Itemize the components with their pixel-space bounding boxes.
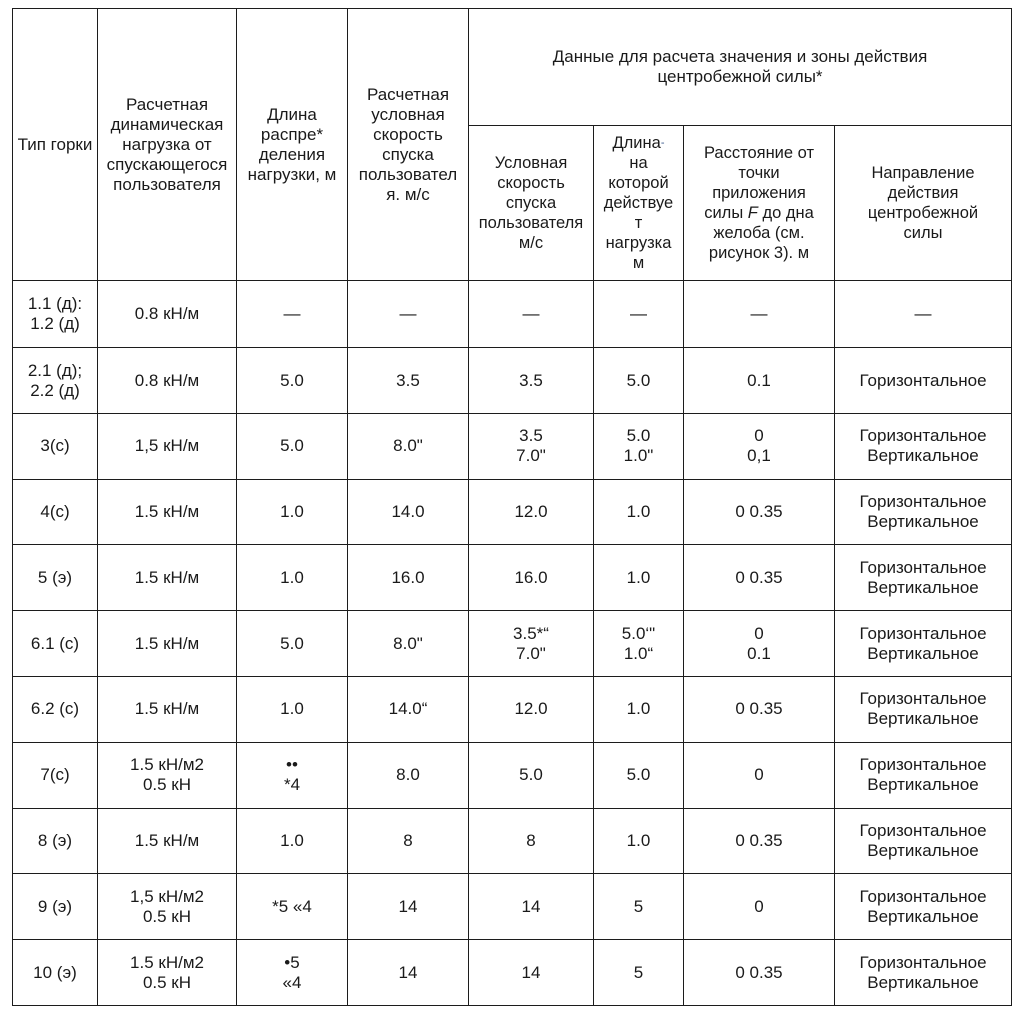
cell-centrifugal-speed-line: 14 xyxy=(521,962,541,982)
cell-force-direction-line: Вертикальное xyxy=(867,577,979,597)
cell-force-distance xyxy=(684,808,835,874)
header-sub-direction-line: Направление xyxy=(871,164,975,182)
cell-force-direction-line: Горизонтальное xyxy=(859,623,987,643)
cell-design-speed xyxy=(348,742,469,808)
header-sub-length-line: на xyxy=(629,154,648,172)
cell-slide-type-line: 1.2 (д) xyxy=(30,314,80,334)
header-group-line: Данные для расчета значения и зоны действия xyxy=(552,47,928,66)
table-row xyxy=(13,940,1012,1006)
cell-centrifugal-speed xyxy=(469,611,594,677)
cell-slide-type xyxy=(13,677,98,743)
table-row xyxy=(13,348,1012,414)
cell-centrifugal-length-line: 1.0 xyxy=(626,502,651,522)
cell-force-distance-line: 0,1 xyxy=(747,446,771,466)
cell-force-distance-line: 0 0.35 xyxy=(735,830,783,850)
header-sub-length-line xyxy=(596,133,681,153)
header-length-line: распре* xyxy=(260,124,324,144)
cell-design-speed-line: 8.0" xyxy=(393,633,423,653)
cell-dynamic-load xyxy=(98,413,237,479)
cell-load-length xyxy=(237,281,348,348)
cell-slide-type-line: 6.2 (с) xyxy=(30,699,80,719)
cell-design-speed-line: 14 xyxy=(398,896,418,916)
cell-design-speed-line: 16.0 xyxy=(391,567,425,587)
header-sub-length-line: действуе xyxy=(603,194,674,212)
cell-slide-type-line: 9 (э) xyxy=(37,896,73,916)
cell-force-distance-line: 0 0.35 xyxy=(735,502,783,522)
header-sub-direction xyxy=(835,126,1012,281)
cell-dynamic-load-line: 0.8 кН/м xyxy=(134,370,200,390)
cell-dynamic-load-line: 1,5 кН/м xyxy=(134,436,200,456)
cell-centrifugal-length-line: 1.0" xyxy=(623,446,654,466)
cell-dynamic-load xyxy=(98,742,237,808)
cell-dynamic-load-line: 1.5 кН/м xyxy=(134,633,200,653)
header-speed-line: скорость xyxy=(373,124,443,144)
header-sub-speed-line: м/с xyxy=(518,234,544,252)
table-row xyxy=(13,281,1012,348)
cell-force-distance xyxy=(684,940,835,1006)
header-sub-distance-line: Расстояние от xyxy=(703,144,815,162)
cell-slide-type-line: 1.1 (д): xyxy=(27,294,83,314)
cell-centrifugal-length xyxy=(594,742,684,808)
cell-load-length-line: 1.0 xyxy=(280,502,304,522)
cell-load-length-line: «4 xyxy=(282,972,302,992)
cell-centrifugal-length-line: 5.0 xyxy=(626,426,651,446)
header-sub-speed-line: пользователя xyxy=(478,214,584,232)
cell-centrifugal-speed-line: 14 xyxy=(521,896,541,916)
cell-centrifugal-speed-line: 5.0 xyxy=(519,765,543,785)
cell-force-direction-line: Горизонтальное xyxy=(859,755,987,775)
cell-dynamic-load xyxy=(98,611,237,677)
header-speed-line: я. м/с xyxy=(386,184,430,204)
header-length-line: нагрузки, м xyxy=(247,164,337,184)
cell-force-distance-line: 0 xyxy=(754,765,764,785)
cell-design-speed xyxy=(348,348,469,414)
cell-design-speed-line: 14 xyxy=(398,962,418,982)
header-load-length xyxy=(237,9,348,281)
header-row-main xyxy=(13,9,1012,126)
cell-centrifugal-speed xyxy=(469,940,594,1006)
cell-centrifugal-speed-line: 16.0 xyxy=(514,567,548,587)
cell-centrifugal-speed-line: 7.0" xyxy=(516,643,546,663)
header-sub-distance-word: до дна xyxy=(762,204,814,222)
cell-force-direction-line: Горизонтальное xyxy=(859,370,987,390)
cell-force-direction-line: Вертикальное xyxy=(867,775,979,795)
cell-slide-type-line: 2.2 (д) xyxy=(30,380,80,400)
cell-force-distance-line: 0 xyxy=(754,426,764,446)
cell-design-speed-line: 14.0“ xyxy=(388,699,428,719)
cell-load-length xyxy=(237,940,348,1006)
cell-force-distance xyxy=(684,742,835,808)
cell-load-length-line: •• xyxy=(286,755,298,775)
cell-centrifugal-length xyxy=(594,677,684,743)
cell-dynamic-load-line: 1.5 кН/м xyxy=(134,502,200,522)
cell-slide-type xyxy=(13,545,98,611)
table-row xyxy=(13,413,1012,479)
header-sub-distance-line xyxy=(686,203,832,223)
cell-force-direction-line: Вертикальное xyxy=(867,709,979,729)
cell-force-direction-line: Вертикальное xyxy=(867,643,979,663)
cell-load-length-line: 1.0 xyxy=(280,699,304,719)
cell-design-speed xyxy=(348,413,469,479)
cell-slide-type-line: 10 (э) xyxy=(33,962,77,982)
cell-force-direction-line: Вертикальное xyxy=(867,906,979,926)
cell-force-distance xyxy=(684,874,835,940)
cell-dynamic-load-line: 1.5 кН/м xyxy=(134,567,200,587)
cell-load-length-line: 1.0 xyxy=(280,830,304,850)
cell-force-direction xyxy=(835,940,1012,1006)
cell-centrifugal-speed xyxy=(469,479,594,545)
cell-force-distance-line: 0 xyxy=(754,623,764,643)
cell-design-speed xyxy=(348,874,469,940)
header-load-line: пользователя xyxy=(113,174,221,194)
cell-centrifugal-length xyxy=(594,545,684,611)
cell-dynamic-load-line: 1.5 кН/м xyxy=(134,699,200,719)
header-sub-speed xyxy=(469,126,594,281)
table-body xyxy=(13,281,1012,1006)
cell-slide-type-line: 3(с) xyxy=(40,436,70,456)
header-sub-distance-line: желоба (см. xyxy=(713,224,805,242)
cell-load-length xyxy=(237,545,348,611)
cell-force-direction xyxy=(835,611,1012,677)
cell-force-direction-line: Горизонтальное xyxy=(859,689,987,709)
cell-centrifugal-speed-line: 3.5*“ xyxy=(513,623,549,643)
header-sub-length-note: - xyxy=(660,137,665,149)
cell-design-speed xyxy=(348,677,469,743)
cell-design-speed-line: 8 xyxy=(403,830,413,850)
table-row xyxy=(13,742,1012,808)
header-sub-length-line: которой xyxy=(608,174,669,192)
cell-centrifugal-length-line: 1.0 xyxy=(626,567,651,587)
cell-load-length xyxy=(237,413,348,479)
cell-load-length-line: •5 xyxy=(284,952,300,972)
cell-force-distance xyxy=(684,545,835,611)
cell-force-direction-line: Вертикальное xyxy=(867,972,979,992)
cell-force-direction-line: Горизонтальное xyxy=(859,952,987,972)
cell-dynamic-load xyxy=(98,479,237,545)
cell-load-length-line: 1.0 xyxy=(280,567,304,587)
header-slide-type xyxy=(13,9,98,281)
cell-dynamic-load-line: 0.5 кН xyxy=(142,906,192,926)
cell-force-direction xyxy=(835,281,1012,348)
cell-slide-type xyxy=(13,611,98,677)
cell-force-direction-line: Горизонтальное xyxy=(859,820,987,840)
cell-dynamic-load xyxy=(98,940,237,1006)
cell-centrifugal-speed xyxy=(469,413,594,479)
cell-centrifugal-speed xyxy=(469,545,594,611)
cell-dynamic-load-line: 0.5 кН xyxy=(142,775,192,795)
cell-centrifugal-length-line: 5.0 xyxy=(626,765,651,785)
cell-centrifugal-length xyxy=(594,940,684,1006)
cell-dynamic-load xyxy=(98,545,237,611)
cell-force-distance-line: 0 0.35 xyxy=(735,567,783,587)
header-sub-distance xyxy=(684,126,835,281)
cell-centrifugal-length-line: 1.0“ xyxy=(623,643,654,663)
cell-design-speed-line: 8.0" xyxy=(393,436,423,456)
cell-centrifugal-length-line: — xyxy=(630,304,647,324)
header-sub-length-word: Длина xyxy=(612,134,661,152)
cell-dynamic-load-line: 1.5 кН/м xyxy=(134,830,200,850)
cell-force-direction xyxy=(835,545,1012,611)
cell-load-length-line: *4 xyxy=(283,775,301,795)
header-load-line: нагрузка от xyxy=(122,134,212,154)
cell-slide-type xyxy=(13,479,98,545)
cell-load-length xyxy=(237,479,348,545)
cell-dynamic-load xyxy=(98,874,237,940)
cell-force-distance-line: — xyxy=(750,304,768,324)
cell-force-direction-line: Горизонтальное xyxy=(859,426,987,446)
header-sub-distance-symbol: F xyxy=(747,204,758,222)
cell-load-length-line: — xyxy=(283,304,301,324)
cell-design-speed xyxy=(348,281,469,348)
cell-load-length-line: 5.0 xyxy=(280,370,304,390)
cell-centrifugal-speed xyxy=(469,281,594,348)
cell-force-distance-line: 0 xyxy=(754,896,764,916)
table-row xyxy=(13,874,1012,940)
header-sub-distance-line: точки xyxy=(738,164,780,182)
cell-centrifugal-speed xyxy=(469,677,594,743)
header-group-line: центробежной силы* xyxy=(657,67,823,86)
header-sub-speed-line: Условная xyxy=(494,154,568,172)
cell-design-speed-line: 8.0 xyxy=(396,765,420,785)
cell-force-distance-line: 0.1 xyxy=(747,643,771,663)
cell-force-distance-line: 0 0.35 xyxy=(735,699,783,719)
cell-centrifugal-length xyxy=(594,413,684,479)
cell-force-direction xyxy=(835,413,1012,479)
header-speed-line: пользовател xyxy=(358,164,458,184)
cell-design-speed xyxy=(348,545,469,611)
header-speed-line: условная xyxy=(371,104,445,124)
cell-centrifugal-length xyxy=(594,479,684,545)
cell-design-speed-line: 14.0 xyxy=(391,502,425,522)
cell-centrifugal-speed-line: 8 xyxy=(526,830,536,850)
cell-design-speed-line: — xyxy=(399,304,417,324)
header-speed-line: спуска xyxy=(382,144,434,164)
cell-centrifugal-length xyxy=(594,281,684,348)
cell-load-length xyxy=(237,348,348,414)
cell-load-length-line: 5.0 xyxy=(280,436,304,456)
cell-slide-type xyxy=(13,808,98,874)
cell-centrifugal-length xyxy=(594,874,684,940)
cell-centrifugal-speed-line: 12.0 xyxy=(514,699,548,719)
header-sub-direction-line: центробежной xyxy=(867,204,979,222)
cell-force-direction xyxy=(835,874,1012,940)
cell-force-direction-line: Горизонтальное xyxy=(859,492,987,512)
header-design-speed xyxy=(348,9,469,281)
table-row xyxy=(13,677,1012,743)
cell-centrifugal-speed xyxy=(469,874,594,940)
header-sub-distance-line: рисунок 3). м xyxy=(708,244,810,262)
cell-dynamic-load-line: 1.5 кН/м2 xyxy=(130,755,204,775)
cell-dynamic-load-line: 1,5 кН/м2 xyxy=(130,886,204,906)
cell-force-direction xyxy=(835,677,1012,743)
header-slide-type-text: Тип горки xyxy=(17,134,93,154)
cell-force-direction-line: — xyxy=(914,304,932,324)
cell-dynamic-load xyxy=(98,348,237,414)
cell-load-length xyxy=(237,808,348,874)
cell-design-speed xyxy=(348,611,469,677)
cell-force-direction-line: Вертикальное xyxy=(867,512,979,532)
cell-force-direction xyxy=(835,808,1012,874)
header-sub-direction-line: силы xyxy=(903,224,943,242)
cell-design-speed xyxy=(348,479,469,545)
cell-slide-type xyxy=(13,281,98,348)
cell-slide-type-line: 5 (э) xyxy=(37,567,73,587)
cell-centrifugal-length xyxy=(594,348,684,414)
header-load-line: Расчетная xyxy=(125,94,209,114)
cell-force-distance-line: 0 0.35 xyxy=(735,962,783,982)
cell-centrifugal-speed xyxy=(469,348,594,414)
cell-force-distance xyxy=(684,611,835,677)
cell-dynamic-load-line: 1.5 кН/м2 xyxy=(130,952,204,972)
cell-slide-type-line: 2.1 (д); xyxy=(27,360,83,380)
cell-centrifugal-speed-line: 12.0 xyxy=(514,502,548,522)
table-row xyxy=(13,808,1012,874)
cell-force-direction xyxy=(835,742,1012,808)
header-dynamic-load xyxy=(98,9,237,281)
slide-load-table xyxy=(12,8,1012,1006)
cell-centrifugal-length-line: 1.0 xyxy=(626,699,651,719)
cell-centrifugal-length-line: 5.0 xyxy=(626,370,651,390)
cell-force-distance xyxy=(684,479,835,545)
header-centrifugal-group xyxy=(469,9,1012,126)
header-sub-length-line: т xyxy=(634,214,643,232)
cell-force-distance-line: 0.1 xyxy=(747,370,771,390)
header-load-line: спускающегося xyxy=(106,154,228,174)
cell-force-direction xyxy=(835,348,1012,414)
cell-centrifugal-length-line: 5.0‘" xyxy=(621,623,656,643)
cell-load-length xyxy=(237,611,348,677)
cell-design-speed-line: 3.5 xyxy=(396,370,420,390)
cell-centrifugal-speed xyxy=(469,742,594,808)
cell-slide-type xyxy=(13,874,98,940)
cell-design-speed xyxy=(348,940,469,1006)
cell-dynamic-load-line: 0.5 кН xyxy=(142,972,192,992)
cell-force-distance xyxy=(684,413,835,479)
cell-design-speed xyxy=(348,808,469,874)
cell-slide-type xyxy=(13,348,98,414)
header-sub-speed-line: скорость xyxy=(497,174,565,192)
cell-centrifugal-length-line: 1.0 xyxy=(626,830,651,850)
cell-centrifugal-speed-line: — xyxy=(522,304,540,324)
header-speed-line: Расчетная xyxy=(366,84,450,104)
cell-slide-type xyxy=(13,940,98,1006)
cell-force-direction-line: Вертикальное xyxy=(867,840,979,860)
cell-load-length xyxy=(237,742,348,808)
cell-centrifugal-speed-line: 3.5 xyxy=(519,370,543,390)
cell-centrifugal-speed-line: 7.0" xyxy=(516,446,546,466)
cell-dynamic-load xyxy=(98,808,237,874)
table-row xyxy=(13,611,1012,677)
cell-force-direction-line: Вертикальное xyxy=(867,446,979,466)
header-sub-speed-line: спуска xyxy=(505,194,557,212)
cell-load-length-line: *5 «4 xyxy=(272,896,312,916)
cell-centrifugal-length-line: 5 xyxy=(633,962,644,982)
cell-slide-type-line: 7(с) xyxy=(40,765,70,785)
cell-centrifugal-length xyxy=(594,611,684,677)
cell-force-distance xyxy=(684,281,835,348)
cell-dynamic-load-line: 0.8 кН/м xyxy=(134,304,200,324)
cell-dynamic-load xyxy=(98,677,237,743)
cell-force-direction-line: Горизонтальное xyxy=(859,557,987,577)
cell-centrifugal-length-line: 5 xyxy=(633,896,644,916)
cell-dynamic-load xyxy=(98,281,237,348)
header-sub-length-line: м xyxy=(632,254,645,272)
cell-centrifugal-speed-line: 3.5 xyxy=(519,426,543,446)
table-row xyxy=(13,479,1012,545)
cell-slide-type-line: 8 (э) xyxy=(37,830,73,850)
cell-force-direction-line: Горизонтальное xyxy=(859,886,987,906)
cell-slide-type xyxy=(13,413,98,479)
header-sub-length xyxy=(594,126,684,281)
header-length-line: деления xyxy=(258,144,326,164)
cell-load-length xyxy=(237,874,348,940)
header-sub-length-line: нагрузка xyxy=(605,234,672,252)
cell-centrifugal-speed xyxy=(469,808,594,874)
header-sub-distance-word: силы xyxy=(704,204,744,222)
cell-load-length-line: 5.0 xyxy=(280,633,304,653)
cell-slide-type-line: 4(с) xyxy=(40,502,70,522)
cell-force-direction xyxy=(835,479,1012,545)
header-load-line: динамическая xyxy=(110,114,224,134)
header-sub-direction-line: действия xyxy=(887,184,959,202)
cell-slide-type xyxy=(13,742,98,808)
cell-centrifugal-length xyxy=(594,808,684,874)
cell-force-distance xyxy=(684,677,835,743)
header-length-line: Длина xyxy=(267,104,317,124)
cell-slide-type-line: 6.1 (с) xyxy=(30,633,80,653)
table-row xyxy=(13,545,1012,611)
cell-force-distance xyxy=(684,348,835,414)
header-sub-distance-line: приложения xyxy=(712,184,806,202)
cell-load-length xyxy=(237,677,348,743)
